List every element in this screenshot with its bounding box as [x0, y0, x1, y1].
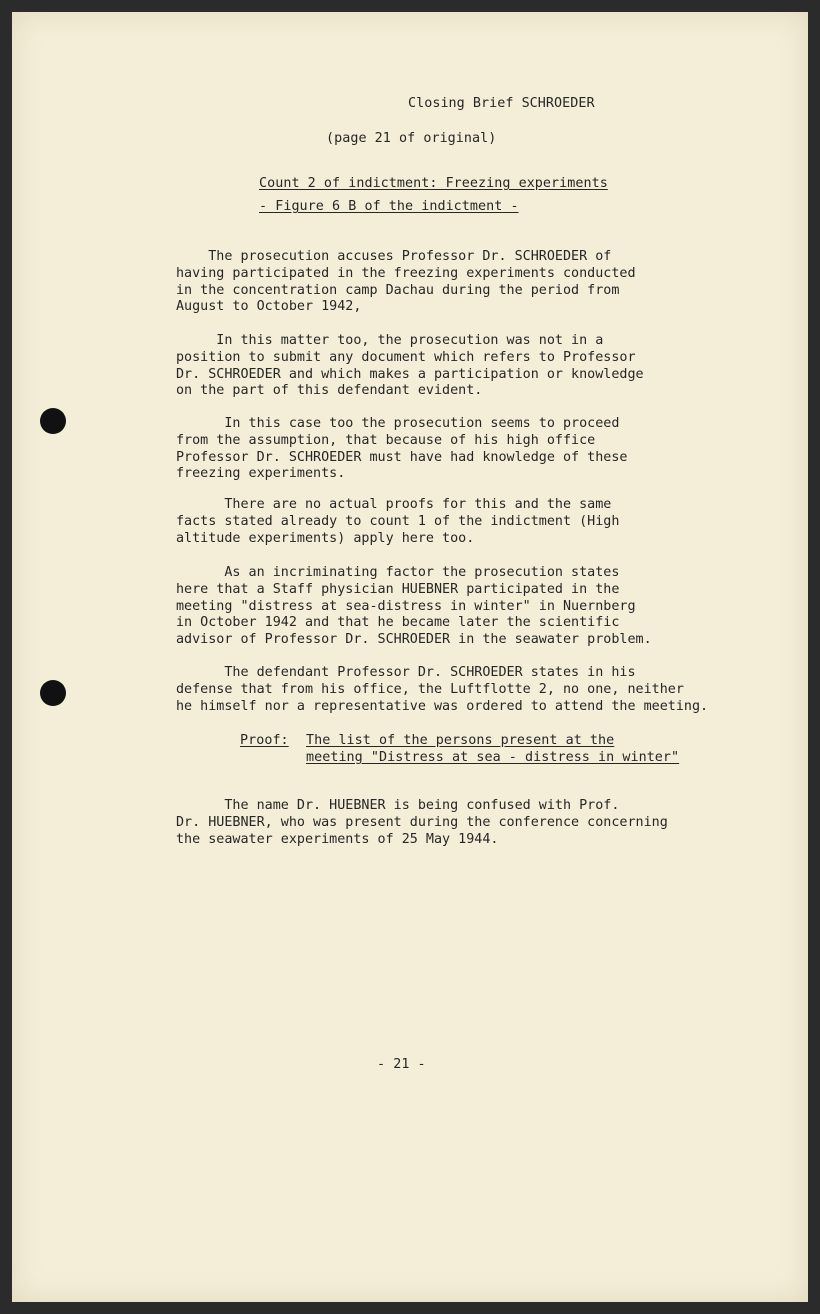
header-title: Closing Brief SCHROEDER — [408, 96, 595, 111]
page-reference: (page 21 of original) — [326, 131, 497, 146]
proof-label: Proof: — [240, 733, 289, 748]
paragraph-2 — [176, 333, 696, 400]
paragraph-line: defense that from his office, the Luftflotte 2, no one, neither — [176, 681, 684, 697]
paragraph-line: altitude experiments) apply here too. — [176, 530, 475, 546]
paragraph-line: Professor Dr. SCHROEDER must have had knowledge of these — [176, 449, 628, 465]
paragraph-line: in the concentration camp Dachau during the period from — [176, 282, 620, 298]
paragraph-line: freezing experiments. — [176, 466, 346, 482]
paragraph-line: There are no actual proofs for this and the same — [176, 497, 612, 512]
paragraph-line: In this matter too, the prosecution was not in a — [176, 333, 604, 348]
underlined-phrase: The prosecution accuses Professor Dr. SCHROEDER of — [176, 249, 612, 264]
page-number: - 21 - — [377, 1057, 426, 1072]
paragraph-line: Dr. HUEBNER, who was present during the conference concerning — [176, 814, 668, 830]
paragraph-4 — [176, 497, 696, 547]
paragraph-line: the seawater experiments of 25 May 1944. — [176, 831, 499, 847]
paragraph-6 — [176, 665, 716, 715]
paragraph-line: Dr. SCHROEDER and which makes a participation or knowledge — [176, 366, 644, 382]
paragraph-line: he himself nor a representative was ordered to attend the meeting. — [176, 698, 709, 714]
paragraph-line: As an incriminating factor the prosecution states — [176, 565, 620, 580]
paragraph-line: position to submit any document which refers to Professor — [176, 349, 636, 365]
paragraph-line: August to October 1942, — [176, 299, 362, 315]
final-paragraph — [176, 798, 696, 848]
figure-heading: - Figure 6 B of the indictment - — [259, 199, 519, 214]
paragraph-line: In this case too the prosecution seems to proceed — [176, 416, 620, 431]
paragraph-line: in October 1942 and that he became later the scientific — [176, 615, 620, 631]
paragraph-line: The defendant Professor Dr. SCHROEDER states in his — [176, 665, 636, 680]
punch-hole-top — [40, 408, 66, 434]
paragraph-line: The name Dr. HUEBNER is being confused with Prof. — [176, 798, 620, 813]
punch-hole-bottom — [40, 680, 66, 706]
paragraph-line: here that a Staff physician HUEBNER participated in the — [176, 581, 620, 597]
paragraph-line: having participated in the freezing experiments conducted — [176, 265, 636, 281]
paragraph-3 — [176, 416, 696, 483]
count-heading: Count 2 of indictment: Freezing experiments — [259, 176, 608, 191]
paragraph-line: facts stated already to count 1 of the indictment (High — [176, 513, 620, 529]
proof-line-2: meeting "Distress at sea - distress in winter" — [306, 750, 680, 765]
paragraph-line: advisor of Professor Dr. SCHROEDER in the seawater problem. — [176, 632, 652, 648]
paragraph-line: meeting "distress at sea-distress in winter" in Nuernberg — [176, 598, 636, 614]
paragraph-line: from the assumption, that because of his high office — [176, 432, 596, 448]
paragraph-line: on the part of this defendant evident. — [176, 383, 483, 399]
paragraph-line — [176, 249, 696, 266]
paragraph-1 — [176, 249, 696, 316]
proof-line-1: The list of the persons present at the — [306, 733, 615, 748]
paragraph-5 — [176, 565, 696, 649]
